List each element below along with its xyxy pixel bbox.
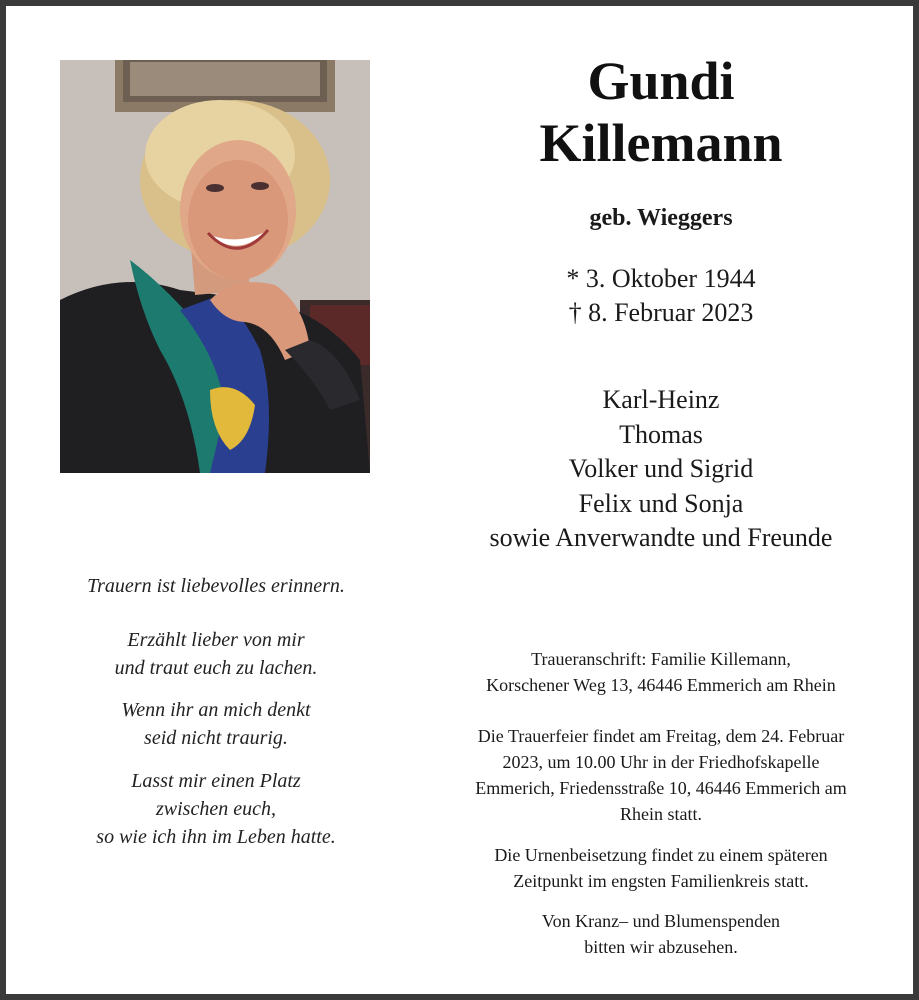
poem-line: seid nicht traurig. [144, 727, 288, 749]
ceremony-line: Die Trauerfeier findet am Freitag, dem 24. Februar [477, 726, 845, 746]
last-name: Killemann [539, 113, 783, 173]
address-line: Traueranschrift: Familie Killemann, [531, 649, 791, 669]
ceremony-line: 2023, um 10.00 Uhr in der Friedhofskapelle [502, 752, 820, 772]
urn-line: Die Urnenbeisetzung findet zu einem späteren [494, 845, 828, 865]
mourner: Thomas [619, 419, 703, 449]
poem-line: Lasst mir einen Platz [131, 770, 301, 792]
poem-line: so wie ich ihn im Leben hatte. [96, 826, 336, 848]
birth-name: geb. Wieggers [589, 205, 733, 231]
poem-line-intro: Trauern ist liebevolles erinnern. [87, 575, 345, 597]
ceremony-line: Rhein statt. [620, 804, 702, 824]
first-name: Gundi [587, 51, 735, 111]
flowers-line: Von Kranz– und Blumenspenden [541, 911, 781, 931]
poem-stanza [46, 696, 386, 752]
urn-burial-info [406, 842, 916, 894]
poem-stanza [46, 767, 386, 851]
death-date: † 8. Februar 2023 [568, 298, 754, 327]
ceremony-line: Emmerich, Friedensstraße 10, 46446 Emmerich am [475, 778, 847, 798]
portrait-photo-icon [60, 60, 370, 473]
poem-line: zwischen euch, [156, 798, 276, 820]
poem-line: Erzählt lieber von mir [127, 629, 305, 651]
address-line: Korschener Weg 13, 46446 Emmerich am Rhein [486, 675, 836, 695]
funeral-service-info [406, 723, 916, 827]
poem-stanza [46, 626, 386, 682]
flowers-notice [406, 908, 916, 960]
flowers-line: bitten wir abzusehen. [584, 937, 738, 957]
portrait-photo [60, 60, 370, 473]
poem-line: Wenn ihr an mich denkt [121, 699, 311, 721]
mourner: Volker und Sigrid [568, 454, 754, 483]
mourning-address [406, 646, 916, 698]
mourner: Felix und Sonja [578, 488, 744, 518]
mourner: Karl-Heinz [602, 385, 720, 414]
deceased-name [406, 50, 916, 174]
mourners-list [406, 383, 916, 556]
mourner: sowie Anverwandte und Freunde [489, 523, 833, 552]
birth-date: * 3. Oktober 1944 [566, 264, 756, 293]
life-dates [406, 262, 916, 330]
urn-line: Zeitpunkt im engsten Familienkreis statt. [513, 871, 809, 891]
poem-line: und traut euch zu lachen. [114, 657, 318, 679]
